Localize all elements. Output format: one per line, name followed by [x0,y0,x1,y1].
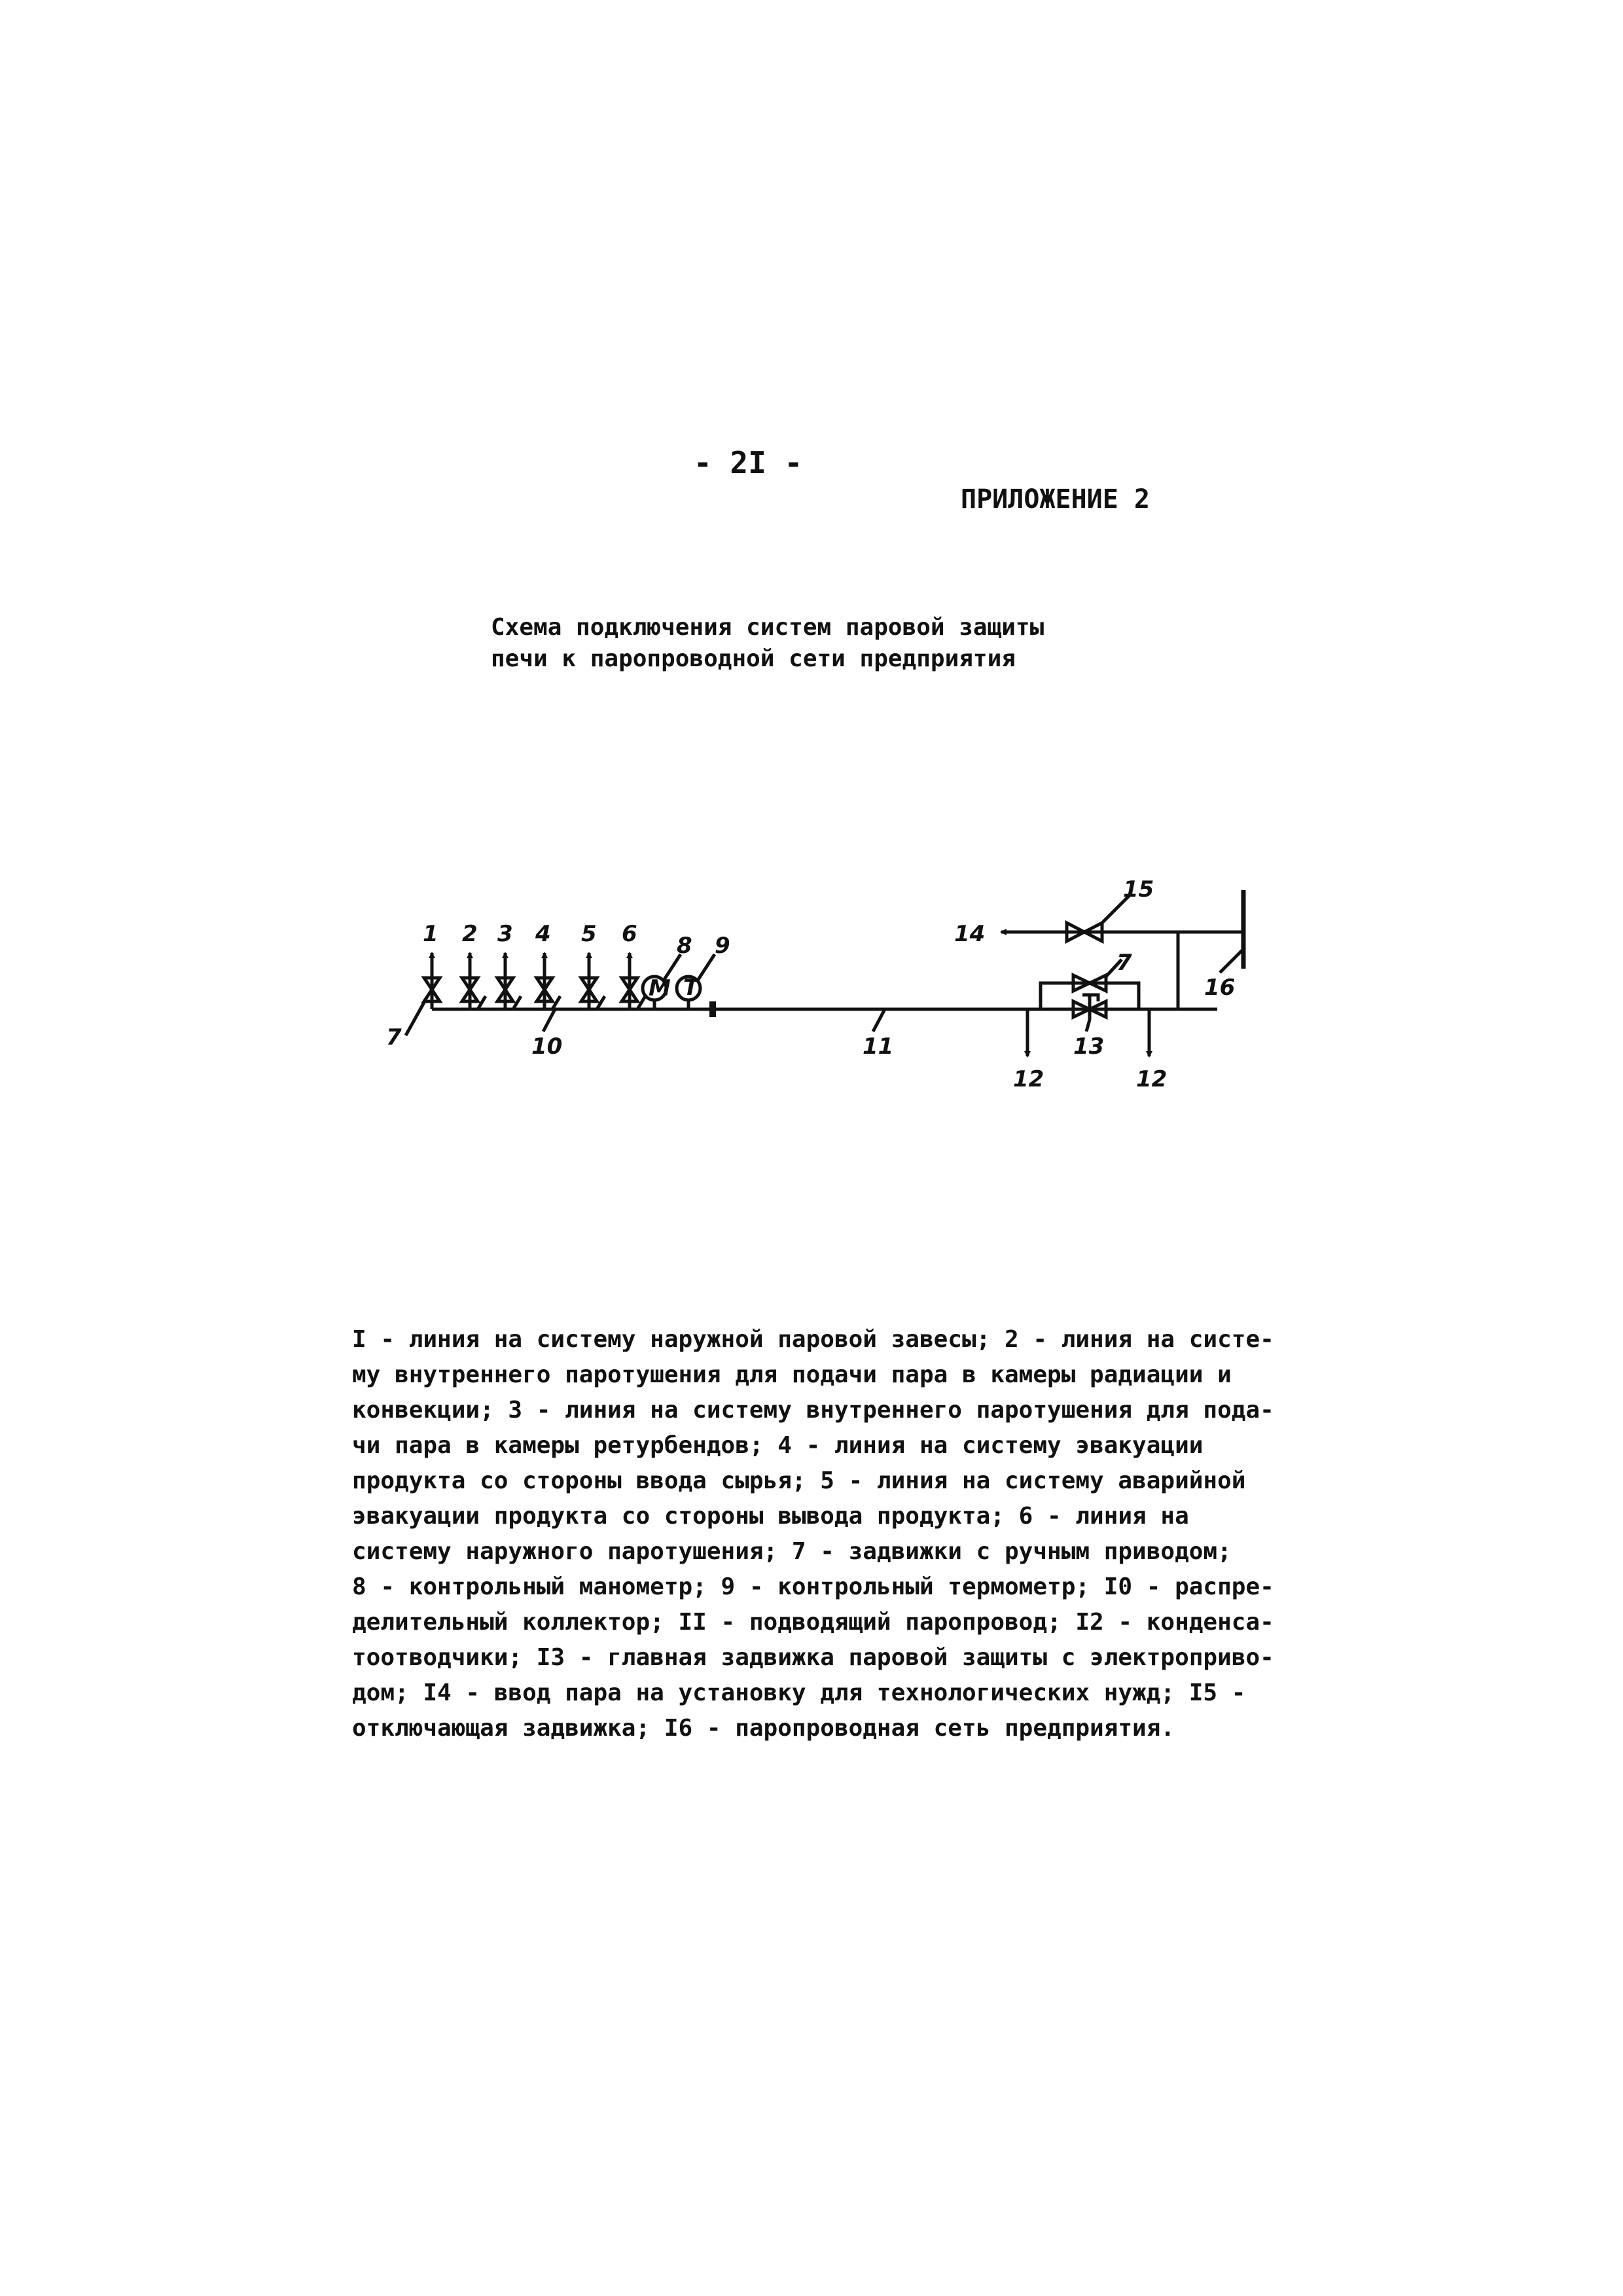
supply-leader [873,1009,885,1031]
manometer [643,954,681,1009]
branch-line-2 [462,953,478,1009]
legend-line: конвекции; 3 - линия на систему внутреннего паротушения для пода- [352,1397,1274,1424]
label-12-left: 12 [1013,1066,1044,1092]
thermometer-symbol: Т [683,975,699,1001]
legend-line: чи пара в камеры ретурбендов; 4 - линия на систему эвакуации [352,1432,1204,1459]
diagram-title-line-1: Схема подключения систем паровой защиты [491,614,1044,641]
label-2: 2 [462,921,478,947]
label-4: 4 [535,921,551,947]
label-16: 16 [1204,975,1236,1001]
label-7: 7 [386,1024,402,1050]
label-9: 9 [715,933,730,959]
legend-text [352,1322,1308,1746]
label-1: 1 [423,921,438,947]
legend-line: I - линия на систему наружной паровой завесы; 2 - линия на систе- [352,1326,1274,1353]
collector-leader [543,1009,555,1031]
legend-line: эвакуации продукта со стороны вывода продукта; 6 - линия на [352,1503,1189,1530]
pipe-flange [709,1001,716,1017]
label-15: 15 [1123,876,1154,903]
page-number: - 2I - [694,445,803,480]
steam-network-leader [1220,949,1243,973]
manometer-symbol: М [649,975,671,1001]
legend-line: дом; I4 - ввод пара на установку для технологических нужд; I5 - [352,1679,1246,1706]
branch-line-3 [497,953,513,1009]
diagram-title-line-2: печи к паропроводной сети предприятия [491,645,1016,672]
label-11: 11 [863,1033,894,1060]
legend-line: делительный коллектор; II - подводящий паропровод; I2 - конденса- [352,1609,1274,1636]
label-6: 6 [622,921,637,947]
label-5: 5 [581,921,597,947]
legend-line: 8 - контрольный манометр; 9 - контрольный термометр; I0 - распре- [352,1573,1274,1600]
label-3: 3 [497,921,513,947]
branch-line-4 [537,953,552,1009]
main-valve-electric [1073,995,1106,1020]
valve-leader [406,1000,425,1035]
label-12-right: 12 [1136,1066,1168,1092]
legend-line: систему наружного паротушения; 7 - задвижки с ручным приводом; [352,1538,1232,1565]
thermometer [677,954,715,1009]
label-7-bypass: 7 [1116,950,1132,976]
label-10: 10 [531,1033,563,1060]
legend-line: отключающая задвижка; I6 - паропроводная сеть предприятия. [352,1715,1175,1742]
label-8: 8 [677,933,692,959]
label-14: 14 [954,921,986,947]
label-13: 13 [1073,1033,1105,1060]
main-valve-leader [1086,1020,1090,1031]
legend-line: тоотводчики; I3 - главная задвижка паровой защиты с электроприво- [352,1644,1274,1671]
appendix-label: ПРИЛОЖЕНИЕ 2 [961,484,1150,514]
branch-line-5 [581,953,597,1009]
legend-line: му внутреннего паротушения для подачи пара в камеры радиации и [352,1361,1232,1388]
legend-line: продукта со стороны ввода сырья; 5 - линия на систему аварийной [352,1467,1246,1494]
branch-line-6 [622,953,637,1009]
